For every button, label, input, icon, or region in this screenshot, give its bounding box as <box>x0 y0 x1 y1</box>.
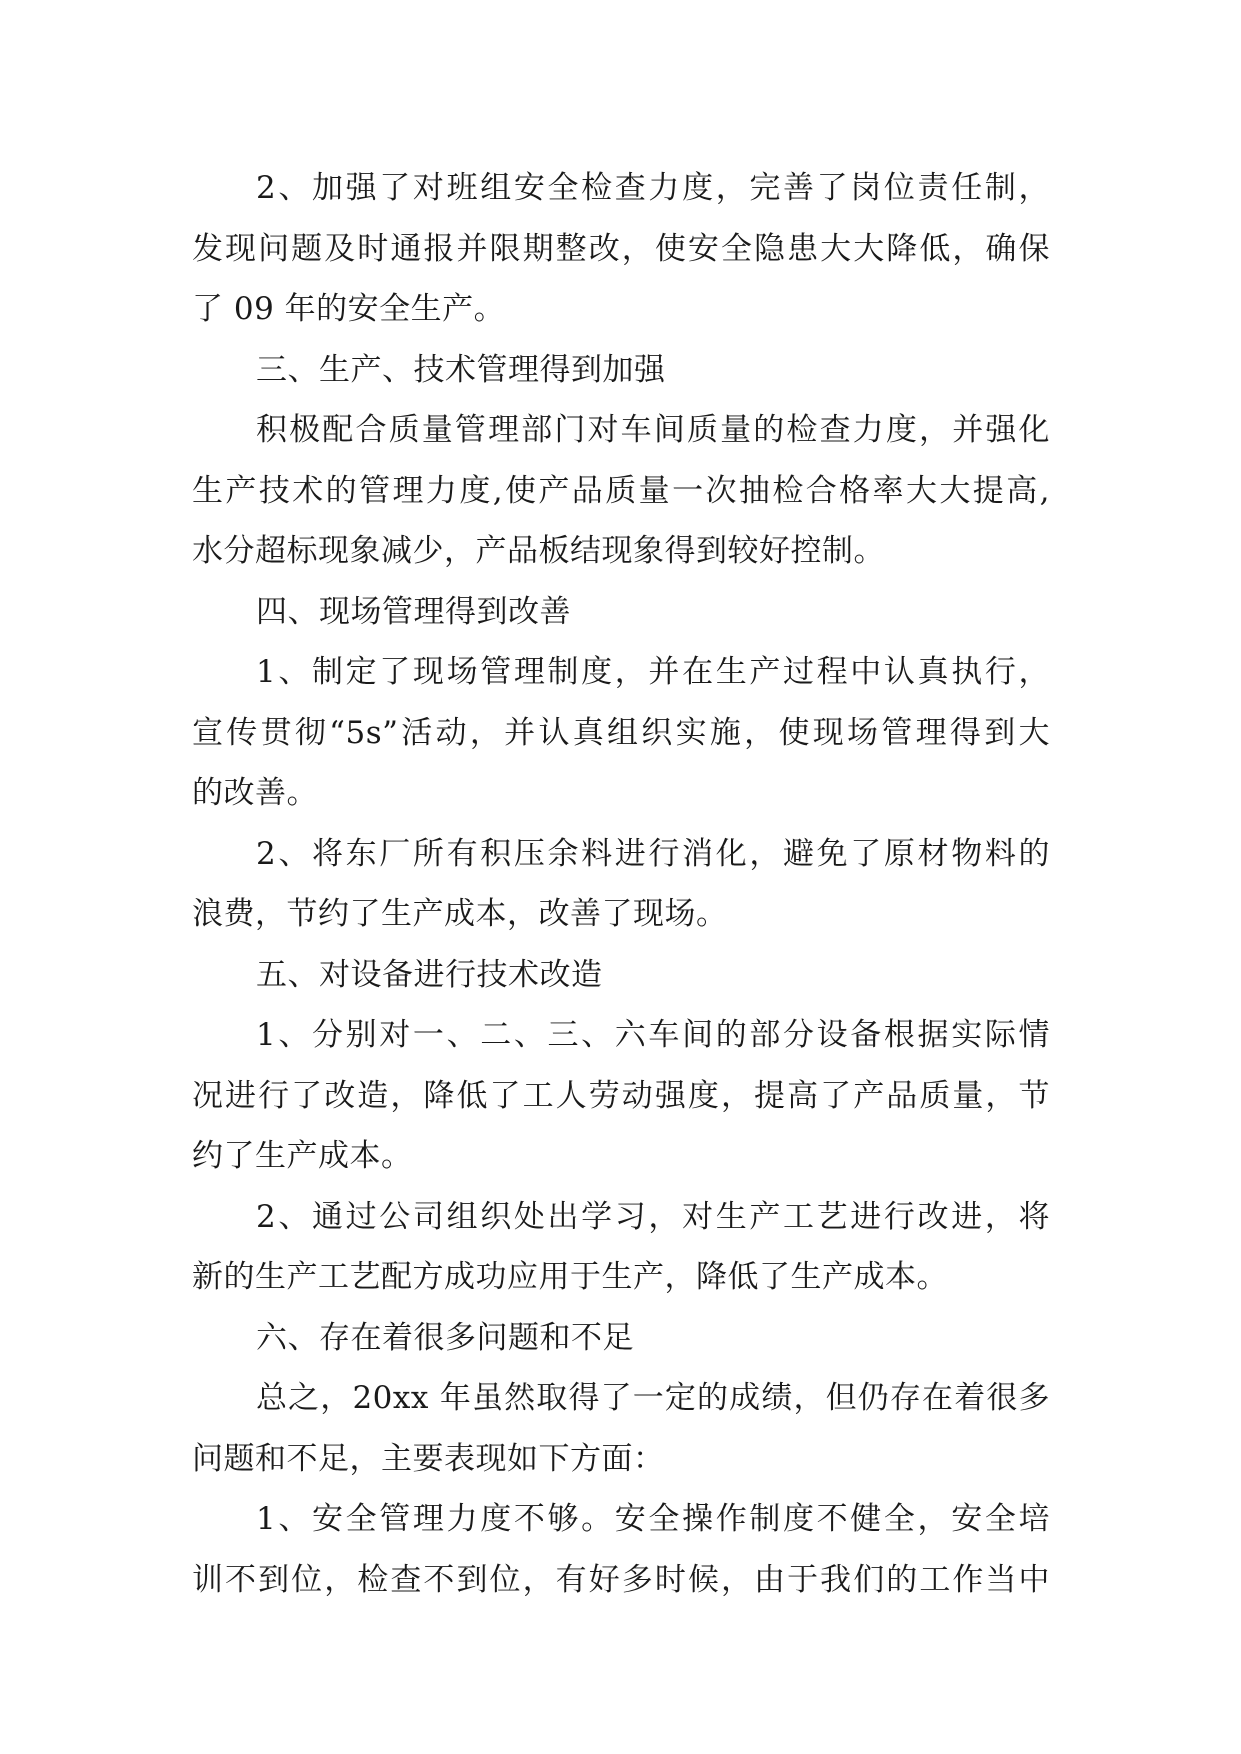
section-heading: 四、现场管理得到改善 <box>256 593 571 630</box>
text-line: 2、通过公司组织处出学习，对生产工艺进行改进，将 <box>256 1198 1050 1235</box>
text-line: 训不到位，检查不到位，有好多时候，由于我们的工作当中 <box>192 1561 1050 1598</box>
text-line: 约了生产成本。 <box>192 1138 413 1174</box>
text-line: 新的生产工艺配方成功应用于生产，降低了生产成本。 <box>192 1259 948 1295</box>
section-heading: 三、生产、技术管理得到加强 <box>256 351 666 388</box>
text-line: 了 09 年的安全生产。 <box>192 291 506 327</box>
text-line: 宣传贯彻“5s”活动，并认真组织实施，使现场管理得到大 <box>192 714 1050 751</box>
text-line: 1、制定了现场管理制度，并在生产过程中认真执行， <box>256 654 1050 690</box>
text-line: 况进行了改造，降低了工人劳动强度，提高了产品质量，节 <box>192 1077 1050 1114</box>
text-line: 问题和不足，主要表现如下方面： <box>192 1440 665 1477</box>
text-line: 浪费，节约了生产成本，改善了现场。 <box>192 896 728 932</box>
text-line: 积极配合质量管理部门对车间质量的检查力度，并强化 <box>256 412 1050 448</box>
text-line: 2、加强了对班组安全检查力度，完善了岗位责任制， <box>256 170 1050 206</box>
text-line: 生产技术的管理力度,使产品质量一次抽检合格率大大提高, <box>192 472 1050 509</box>
text-line: 1、安全管理力度不够。安全操作制度不健全，安全培 <box>256 1501 1050 1537</box>
text-line: 的改善。 <box>192 775 318 811</box>
section-heading: 六、存在着很多问题和不足 <box>256 1319 634 1356</box>
text-line: 总之，20xx 年虽然取得了一定的成绩，但仍存在着很多 <box>256 1380 1050 1416</box>
document-body <box>192 158 1050 1610</box>
text-line: 2、将东厂所有积压余料进行消化，避免了原材物料的 <box>256 835 1050 872</box>
text-line: 发现问题及时通报并限期整改，使安全隐患大大降低，确保 <box>192 230 1050 267</box>
section-heading: 五、对设备进行技术改造 <box>256 956 603 993</box>
text-line: 1、分别对一、二、三、六车间的部分设备根据实际情 <box>256 1017 1050 1053</box>
text-line: 水分超标现象减少，产品板结现象得到较好控制。 <box>192 533 885 569</box>
